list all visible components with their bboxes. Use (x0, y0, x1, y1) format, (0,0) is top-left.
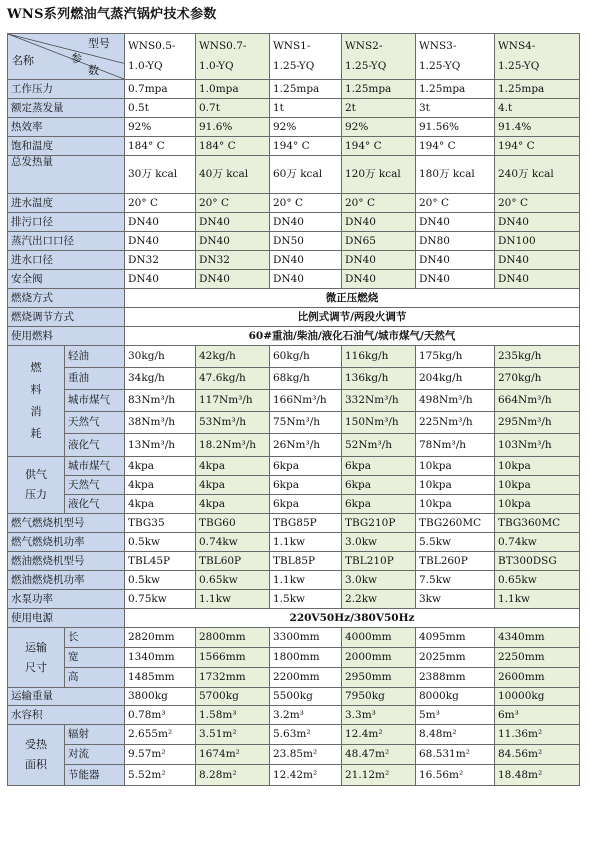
value-cell: 16.56m² (416, 765, 495, 786)
value-cell: 75Nm³/h (270, 412, 342, 434)
value-cell: DN40 (495, 251, 580, 270)
value-cell: DN40 (342, 213, 416, 232)
value-cell: 1566mm (196, 648, 270, 668)
value-cell: 91.6% (196, 118, 270, 137)
value-cell: TBG35 (125, 514, 196, 533)
value-cell: 13Nm³/h (125, 434, 196, 457)
value-cell: BT300DSG (495, 552, 580, 571)
value-cell: 20° C (125, 194, 196, 213)
value-cell: 4095mm (416, 628, 495, 648)
value-cell: 18.2Nm³/h (196, 434, 270, 457)
model-header-cell (270, 34, 342, 80)
value-cell: 4000mm (342, 628, 416, 648)
model-name-line1: WNS2- (345, 40, 383, 52)
row-label: 蒸汽出口口径 (8, 232, 125, 251)
table-row (8, 194, 580, 213)
value-cell: 20° C (342, 194, 416, 213)
value-cell: DN40 (270, 213, 342, 232)
group-label: 运输尺寸 (8, 628, 65, 688)
value-cell: 30万 kcal (125, 156, 196, 194)
corner-name-label: 名称 (12, 54, 34, 67)
value-cell: 9.57m² (125, 745, 196, 765)
table-row (8, 213, 580, 232)
value-cell: DN40 (495, 270, 580, 289)
sub-row-label: 重油 (65, 368, 125, 390)
sub-row-label: 辐射 (65, 725, 125, 745)
value-cell: DN50 (270, 232, 342, 251)
value-cell: 1t (270, 99, 342, 118)
row-label: 使用燃料 (8, 327, 125, 346)
value-cell: 10kpa (416, 457, 495, 476)
value-cell: TBG85P (270, 514, 342, 533)
value-cell: 5m³ (416, 706, 495, 725)
value-cell: 1.25mpa (270, 80, 342, 99)
value-cell: 2.655m² (125, 725, 196, 745)
value-cell: 150Nm³/h (342, 412, 416, 434)
merged-value-cell: 220V50Hz/380V50Hz (125, 609, 580, 628)
value-cell: 10kpa (495, 457, 580, 476)
value-cell: 175kg/h (416, 346, 495, 368)
value-cell: 117Nm³/h (196, 390, 270, 412)
value-cell: 2800mm (196, 628, 270, 648)
value-cell: 0.5kw (125, 571, 196, 590)
model-name-line1: WNS3- (419, 40, 457, 52)
row-label: 水泵功率 (8, 590, 125, 609)
value-cell: 5.5kw (416, 533, 495, 552)
value-cell: 2388mm (416, 668, 495, 688)
table-row (8, 609, 580, 628)
row-label: 排污口径 (8, 213, 125, 232)
value-cell: 1.1kw (495, 590, 580, 609)
value-cell: TBG60 (196, 514, 270, 533)
table-row (8, 571, 580, 590)
value-cell: 7950kg (342, 688, 416, 706)
value-cell: 10000kg (495, 688, 580, 706)
table-row (8, 412, 580, 434)
model-name-line2: 1.25-YQ (273, 60, 315, 72)
value-cell: 5.52m² (125, 765, 196, 786)
value-cell: DN40 (125, 213, 196, 232)
table-row (8, 289, 580, 308)
value-cell: 4340mm (495, 628, 580, 648)
model-header-cell (416, 34, 495, 80)
row-label: 水容积 (8, 706, 125, 725)
table-row (8, 346, 580, 368)
value-cell: DN40 (342, 251, 416, 270)
row-label: 工作压力 (8, 80, 125, 99)
value-cell: 91.4% (495, 118, 580, 137)
value-cell: 92% (125, 118, 196, 137)
model-header-cell (196, 34, 270, 80)
value-cell: 8.48m² (416, 725, 495, 745)
value-cell: 184° C (196, 137, 270, 156)
value-cell: 7.5kw (416, 571, 495, 590)
value-cell: 2000mm (342, 648, 416, 668)
value-cell: 0.65kw (196, 571, 270, 590)
value-cell: 78Nm³/h (416, 434, 495, 457)
sub-row-label: 液化气 (65, 495, 125, 514)
table-row (8, 137, 580, 156)
value-cell: DN40 (416, 270, 495, 289)
table-row (8, 648, 580, 668)
value-cell: 0.7mpa (125, 80, 196, 99)
value-cell: 1.0mpa (196, 80, 270, 99)
value-cell: 4kpa (196, 476, 270, 495)
value-cell: 3.3m³ (342, 706, 416, 725)
value-cell: TBL85P (270, 552, 342, 571)
group-label: 燃料消耗 (8, 346, 65, 457)
table-row (8, 251, 580, 270)
value-cell: 18.48m² (495, 765, 580, 786)
table-row (8, 327, 580, 346)
value-cell: 498Nm³/h (416, 390, 495, 412)
model-name-line2: 1.25-YQ (345, 60, 387, 72)
value-cell: 4kpa (125, 476, 196, 495)
value-cell: 5700kg (196, 688, 270, 706)
value-cell: 6kpa (270, 457, 342, 476)
model-header-cell (342, 34, 416, 80)
sub-row-label: 高 (65, 668, 125, 688)
table-row (8, 457, 580, 476)
value-cell: 84.56m² (495, 745, 580, 765)
value-cell: 116kg/h (342, 346, 416, 368)
value-cell: 20° C (196, 194, 270, 213)
table-row (8, 118, 580, 137)
value-cell: 1800mm (270, 648, 342, 668)
sub-row-label: 天然气 (65, 412, 125, 434)
table-row (8, 745, 580, 765)
value-cell: 2250mm (495, 648, 580, 668)
value-cell: 240万 kcal (495, 156, 580, 194)
table-row (8, 533, 580, 552)
value-cell: 166Nm³/h (270, 390, 342, 412)
model-name-line1: WNS4- (498, 40, 536, 52)
model-name-line2: 1.0-YQ (128, 60, 163, 72)
value-cell: 4kpa (196, 457, 270, 476)
value-cell: TBL210P (342, 552, 416, 571)
value-cell: 0.75kw (125, 590, 196, 609)
table-row (8, 765, 580, 786)
row-label: 热效率 (8, 118, 125, 137)
value-cell: 8000kg (416, 688, 495, 706)
value-cell: 4kpa (196, 495, 270, 514)
sub-row-label: 长 (65, 628, 125, 648)
value-cell: 332Nm³/h (342, 390, 416, 412)
row-label: 燃气燃烧机功率 (8, 533, 125, 552)
value-cell: 0.7t (196, 99, 270, 118)
table-row (8, 434, 580, 457)
value-cell: 0.74kw (495, 533, 580, 552)
value-cell: 103Nm³/h (495, 434, 580, 457)
sub-row-label: 宽 (65, 648, 125, 668)
value-cell: 20° C (270, 194, 342, 213)
value-cell: 6m³ (495, 706, 580, 725)
model-name-line1: WNS0.5- (128, 40, 176, 52)
value-cell: 12.4m² (342, 725, 416, 745)
spec-table (7, 33, 580, 786)
value-cell: 10kpa (495, 495, 580, 514)
value-cell: 295Nm³/h (495, 412, 580, 434)
row-label: 饱和温度 (8, 137, 125, 156)
value-cell: 3.51m² (196, 725, 270, 745)
value-cell: 0.74kw (196, 533, 270, 552)
value-cell: 91.56% (416, 118, 495, 137)
value-cell: 2600mm (495, 668, 580, 688)
value-cell: 10kpa (495, 476, 580, 495)
value-cell: DN32 (196, 251, 270, 270)
value-cell: 48.47m² (342, 745, 416, 765)
value-cell: 1485mm (125, 668, 196, 688)
table-row (8, 725, 580, 745)
value-cell: 270kg/h (495, 368, 580, 390)
row-label: 使用电源 (8, 609, 125, 628)
corner-header (8, 34, 125, 80)
row-label: 进水口径 (8, 251, 125, 270)
value-cell: 10kpa (416, 476, 495, 495)
table-row (8, 99, 580, 118)
value-cell: 1.58m³ (196, 706, 270, 725)
merged-value-cell: 60#重油/柴油/液化石油气/城市煤气/天然气 (125, 327, 580, 346)
value-cell: 120万 kcal (342, 156, 416, 194)
value-cell: 21.12m² (342, 765, 416, 786)
value-cell: DN40 (416, 213, 495, 232)
value-cell: 1732mm (196, 668, 270, 688)
value-cell: DN80 (416, 232, 495, 251)
value-cell: TBG210P (342, 514, 416, 533)
value-cell: DN40 (270, 270, 342, 289)
value-cell: 180万 kcal (416, 156, 495, 194)
row-label: 额定蒸发量 (8, 99, 125, 118)
model-name-line1: WNS1- (273, 40, 311, 52)
value-cell: 1.1kw (196, 590, 270, 609)
value-cell: 0.65kw (495, 571, 580, 590)
value-cell: 3.0kw (342, 533, 416, 552)
table-row (8, 390, 580, 412)
value-cell: 0.5kw (125, 533, 196, 552)
value-cell: 2950mm (342, 668, 416, 688)
sub-row-label: 城市煤气 (65, 457, 125, 476)
value-cell: 3800kg (125, 688, 196, 706)
value-cell: 68.531m² (416, 745, 495, 765)
value-cell: 60万 kcal (270, 156, 342, 194)
value-cell: 2t (342, 99, 416, 118)
row-label: 总发热量 (8, 156, 125, 194)
table-row (8, 668, 580, 688)
table-row (8, 495, 580, 514)
row-label: 燃烧调节方式 (8, 308, 125, 327)
value-cell: 11.36m² (495, 725, 580, 745)
value-cell: 42kg/h (196, 346, 270, 368)
value-cell: 6kpa (342, 476, 416, 495)
value-cell: DN100 (495, 232, 580, 251)
value-cell: DN40 (196, 270, 270, 289)
table-row (8, 156, 580, 194)
table-row (8, 552, 580, 571)
table-row (8, 514, 580, 533)
model-name-line2: 1.25-YQ (419, 60, 461, 72)
value-cell: DN65 (342, 232, 416, 251)
value-cell: TBL60P (196, 552, 270, 571)
merged-value-cell: 微正压燃烧 (125, 289, 580, 308)
row-label: 进水温度 (8, 194, 125, 213)
value-cell: 6kpa (270, 495, 342, 514)
value-cell: 4.t (495, 99, 580, 118)
value-cell: 2820mm (125, 628, 196, 648)
table-row (8, 270, 580, 289)
value-cell: 194° C (270, 137, 342, 156)
group-label: 受热面积 (8, 725, 65, 786)
sub-row-label: 液化气 (65, 434, 125, 457)
value-cell: 3kw (416, 590, 495, 609)
value-cell: DN40 (196, 232, 270, 251)
row-label: 燃气燃烧机型号 (8, 514, 125, 533)
model-header-cell (125, 34, 196, 80)
row-label: 运输重量 (8, 688, 125, 706)
value-cell: 5.63m² (270, 725, 342, 745)
value-cell: 1674m² (196, 745, 270, 765)
value-cell: 3.0kw (342, 571, 416, 590)
model-header-cell (495, 34, 580, 80)
sub-row-label: 天然气 (65, 476, 125, 495)
value-cell: 12.42m² (270, 765, 342, 786)
model-name-line2: 1.0-YQ (199, 60, 234, 72)
value-cell: DN40 (125, 270, 196, 289)
merged-value-cell: 比例式调节/两段火调节 (125, 308, 580, 327)
value-cell: 3300mm (270, 628, 342, 648)
sub-row-label: 城市煤气 (65, 390, 125, 412)
value-cell: 1.1kw (270, 533, 342, 552)
table-row (8, 590, 580, 609)
table-row (8, 688, 580, 706)
value-cell: 3.2m³ (270, 706, 342, 725)
value-cell: 68kg/h (270, 368, 342, 390)
value-cell: 20° C (416, 194, 495, 213)
value-cell: 4kpa (125, 495, 196, 514)
value-cell: 38Nm³/h (125, 412, 196, 434)
table-row (8, 232, 580, 251)
value-cell: DN40 (125, 232, 196, 251)
value-cell: 225Nm³/h (416, 412, 495, 434)
row-label: 燃烧方式 (8, 289, 125, 308)
value-cell: 2025mm (416, 648, 495, 668)
value-cell: 6kpa (270, 476, 342, 495)
value-cell: 1.25mpa (416, 80, 495, 99)
page-title: WNS系列燃油气蒸汽锅炉技术参数 (7, 7, 217, 22)
value-cell: TBG360MC (495, 514, 580, 533)
value-cell: TBL260P (416, 552, 495, 571)
value-cell: 6kpa (342, 457, 416, 476)
table-row (8, 368, 580, 390)
value-cell: 1.1kw (270, 571, 342, 590)
value-cell: 53Nm³/h (196, 412, 270, 434)
corner-num-label: 数 (88, 64, 99, 77)
value-cell: 1.25mpa (342, 80, 416, 99)
value-cell: 136kg/h (342, 368, 416, 390)
value-cell: 2.2kw (342, 590, 416, 609)
value-cell: 47.6kg/h (196, 368, 270, 390)
value-cell: DN40 (270, 251, 342, 270)
value-cell: DN40 (495, 213, 580, 232)
value-cell: 194° C (342, 137, 416, 156)
value-cell: DN40 (416, 251, 495, 270)
value-cell: DN40 (342, 270, 416, 289)
value-cell: 30kg/h (125, 346, 196, 368)
row-label: 燃油燃烧机功率 (8, 571, 125, 590)
sub-row-label: 对流 (65, 745, 125, 765)
value-cell: 204kg/h (416, 368, 495, 390)
header-row (8, 34, 580, 80)
value-cell: 194° C (495, 137, 580, 156)
table-row (8, 628, 580, 648)
value-cell: 235kg/h (495, 346, 580, 368)
value-cell: 92% (342, 118, 416, 137)
value-cell: 10kpa (416, 495, 495, 514)
value-cell: 20° C (495, 194, 580, 213)
table-row (8, 706, 580, 725)
value-cell: 26Nm³/h (270, 434, 342, 457)
value-cell: 52Nm³/h (342, 434, 416, 457)
group-label: 供气压力 (8, 457, 65, 514)
value-cell: 1340mm (125, 648, 196, 668)
value-cell: 4kpa (125, 457, 196, 476)
value-cell: 92% (270, 118, 342, 137)
value-cell: 8.28m² (196, 765, 270, 786)
corner-param-label: 参 (71, 52, 82, 65)
value-cell: 2200mm (270, 668, 342, 688)
model-name-line1: WNS0.7- (199, 40, 247, 52)
value-cell: DN32 (125, 251, 196, 270)
value-cell: 23.85m² (270, 745, 342, 765)
value-cell: 0.78m³ (125, 706, 196, 725)
table-row (8, 476, 580, 495)
value-cell: 664Nm³/h (495, 390, 580, 412)
value-cell: TBG260MC (416, 514, 495, 533)
value-cell: 60kg/h (270, 346, 342, 368)
value-cell: 184° C (125, 137, 196, 156)
value-cell: 83Nm³/h (125, 390, 196, 412)
value-cell: 0.5t (125, 99, 196, 118)
value-cell: 40万 kcal (196, 156, 270, 194)
row-label: 安全阀 (8, 270, 125, 289)
value-cell: 6kpa (342, 495, 416, 514)
table-row (8, 80, 580, 99)
value-cell: TBL45P (125, 552, 196, 571)
row-label: 燃油燃烧机型号 (8, 552, 125, 571)
value-cell: 3t (416, 99, 495, 118)
corner-model-label: 型号 (88, 37, 110, 50)
value-cell: 1.5kw (270, 590, 342, 609)
table-row (8, 308, 580, 327)
model-name-line2: 1.25-YQ (498, 60, 540, 72)
value-cell: 1.25mpa (495, 80, 580, 99)
value-cell: 34kg/h (125, 368, 196, 390)
value-cell: DN40 (196, 213, 270, 232)
value-cell: 194° C (416, 137, 495, 156)
sub-row-label: 轻油 (65, 346, 125, 368)
sub-row-label: 节能器 (65, 765, 125, 786)
value-cell: 5500kg (270, 688, 342, 706)
